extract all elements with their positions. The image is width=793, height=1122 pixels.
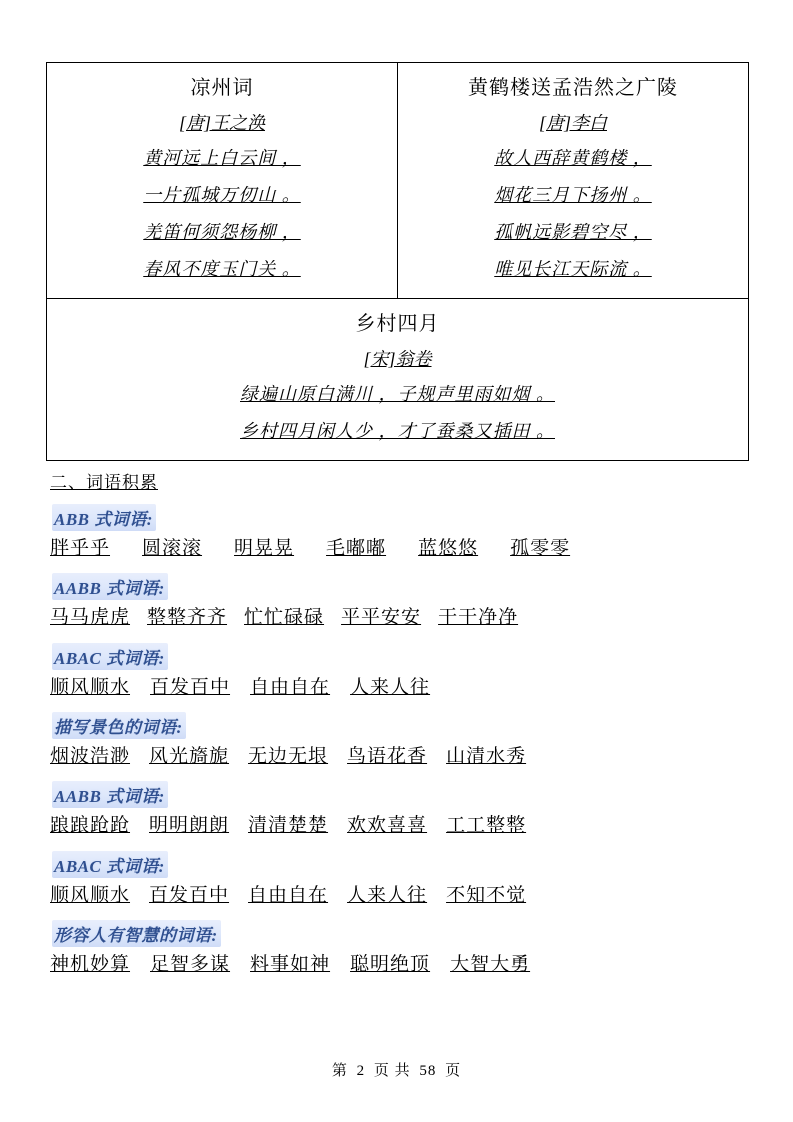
word-item: 足智多谋 (150, 954, 231, 976)
word-item: 踉踉跄跄 (50, 815, 131, 837)
group-label: ABAC 式词语: (52, 851, 168, 878)
word-item: 工工整整 (446, 815, 527, 837)
word-item: 马马虎虎 (50, 607, 131, 629)
group-label: ABB 式词语: (52, 504, 156, 531)
group-label: 形容人有智慧的词语: (52, 920, 221, 947)
table-row (47, 63, 749, 299)
poem-cell-liangzhouci (47, 63, 398, 299)
word-item: 神机妙算 (50, 954, 131, 976)
word-group (46, 842, 747, 911)
poem-author: [宋]翁卷 (363, 348, 432, 369)
word-list (50, 881, 747, 911)
word-group (46, 911, 747, 980)
word-item: 无边无垠 (248, 745, 329, 767)
poem-line: 羌笛何须怨杨柳 ， (143, 221, 301, 242)
word-item: 大智大勇 (450, 954, 531, 976)
word-item: 不知不觉 (446, 884, 527, 906)
word-group (46, 564, 747, 633)
word-item: 百发百中 (150, 676, 231, 698)
poem-line: 绿遍山原白满川 ，子规声里雨如烟 。 (240, 383, 555, 404)
poem-line: 一片孤城万仞山 。 (143, 185, 301, 206)
footer-total-pages: 58 (419, 1063, 437, 1079)
word-item: 烟波浩渺 (50, 745, 131, 767)
word-item: 鸟语花香 (347, 745, 428, 767)
word-item: 毛嘟嘟 (326, 537, 387, 559)
word-item: 蓝悠悠 (418, 537, 479, 559)
word-item: 忙忙碌碌 (244, 607, 325, 629)
word-item: 自由自在 (250, 676, 331, 698)
word-item: 人来人往 (347, 884, 428, 906)
word-item: 平平安安 (341, 607, 422, 629)
word-item: 干干净净 (438, 607, 519, 629)
word-item: 圆滚滚 (142, 537, 203, 559)
poem-line: 烟花三月下扬州 。 (494, 185, 652, 206)
footer-page-number: 2 (356, 1063, 366, 1079)
word-list (50, 673, 747, 703)
word-item: 百发百中 (149, 884, 230, 906)
group-label: AABB 式词语: (52, 781, 168, 808)
word-item: 明明朗朗 (149, 815, 230, 837)
poem-author: [唐]李白 (538, 113, 607, 133)
word-item: 顺风顺水 (50, 676, 131, 698)
poem-line: 乡村四月闲人少 ，才了蚕桑又插田 。 (240, 420, 555, 441)
poem-table (46, 62, 749, 461)
word-item: 自由自在 (248, 884, 329, 906)
word-group (46, 703, 747, 772)
word-list (50, 742, 747, 772)
page-footer (0, 1059, 793, 1080)
poem-author: [唐]王之涣 (178, 113, 265, 133)
word-item: 胖乎乎 (50, 537, 111, 559)
word-group (46, 772, 747, 841)
section-heading: 二、词语积累 (50, 472, 158, 492)
poem-title: 乡村四月 (355, 312, 440, 335)
word-item: 山清水秀 (446, 745, 527, 767)
poem-title: 凉州词 (190, 77, 254, 99)
word-item: 清清楚楚 (248, 815, 329, 837)
word-item: 料事如神 (250, 954, 331, 976)
word-group (46, 495, 747, 564)
poem-line: 唯见长江天际流 。 (494, 258, 652, 279)
poem-line: 故人西辞黄鹤楼 ， (494, 148, 652, 169)
word-item: 孤零零 (510, 537, 571, 559)
poem-cell-huanghelou (398, 63, 749, 299)
poem-line: 春风不度玉门关 。 (143, 258, 301, 279)
poem-line: 黄河远上白云间 ， (143, 148, 301, 169)
word-list (50, 603, 747, 633)
word-item: 风光旖旎 (149, 745, 230, 767)
word-list (50, 534, 747, 564)
word-item: 欢欢喜喜 (347, 815, 428, 837)
group-label: 描写景色的词语: (52, 712, 186, 739)
group-label: ABAC 式词语: (52, 643, 168, 670)
footer-middle: 页 共 (373, 1063, 411, 1079)
footer-suffix: 页 (445, 1063, 462, 1079)
word-item: 明晃晃 (234, 537, 295, 559)
word-list (50, 811, 747, 841)
poem-cell-xiangcunsiyue (47, 298, 749, 460)
footer-prefix: 第 (331, 1063, 348, 1079)
word-item: 人来人往 (350, 676, 431, 698)
word-list (50, 950, 747, 980)
word-item: 顺风顺水 (50, 884, 131, 906)
word-item: 整整齐齐 (147, 607, 228, 629)
poem-line: 孤帆远影碧空尽 ， (494, 221, 652, 242)
word-group (46, 634, 747, 703)
group-label: AABB 式词语: (52, 573, 168, 600)
table-row (47, 298, 749, 460)
poem-title: 黄鹤楼送孟浩然之广陵 (468, 77, 678, 99)
word-item: 聪明绝顶 (350, 954, 431, 976)
